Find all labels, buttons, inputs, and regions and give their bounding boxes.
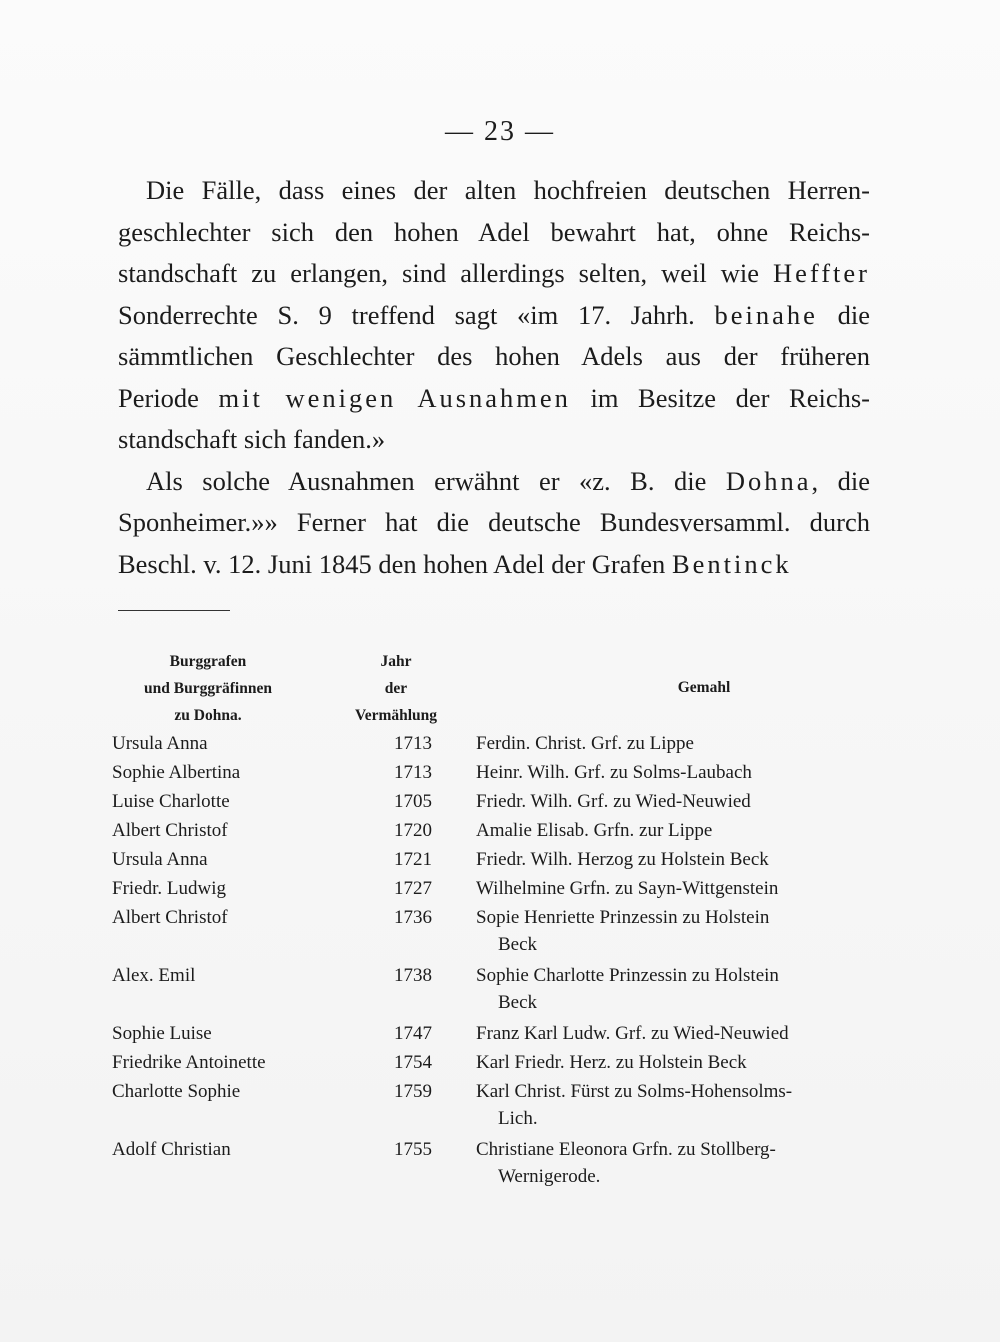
text-line: Sonderrechte S. 9 treffend sagt «im 17. Jahrh. beinahe die: [118, 299, 871, 330]
header-line: Vermählung: [354, 707, 438, 724]
cell-name: Albert Christof: [112, 907, 228, 928]
header-line: der: [384, 680, 408, 697]
spouse-line: Amalie Elisab. Grfn. zur Lippe: [476, 820, 713, 841]
cell-name: Sophie Albertina: [112, 762, 241, 783]
text-line: Als solche Ausnahmen erwähnt er «z. B. die Dohna, die: [146, 465, 870, 496]
page-number: — 23 —: [445, 116, 555, 147]
table-row: [104, 1078, 884, 1132]
table-row: [104, 875, 884, 902]
table-row: [104, 1049, 884, 1076]
text-line: standschaft sich fanden.»: [118, 424, 386, 454]
table-row: [104, 846, 884, 873]
spouse-line: Wilhelmine Grfn. zu Sayn-Wittgenstein: [476, 878, 779, 899]
cell-year: 1736: [394, 907, 432, 928]
paragraph-2: [118, 461, 870, 586]
header-burggrafen: [118, 648, 298, 729]
cell-name: Sophie Luise: [112, 1023, 212, 1044]
paragraph-1: [118, 170, 870, 461]
text-line: Beschl. v. 12. Juni 1845 den hohen Adel der Grafen Bentinck: [118, 548, 792, 579]
header-line: Burggrafen: [169, 653, 247, 670]
table-row: [104, 730, 884, 757]
spaced-emphasis: Bentinck: [671, 548, 792, 579]
text-line: Die Fälle, dass eines der alten hochfreien deutschen Herren-: [146, 175, 870, 205]
cell-year: 1713: [394, 733, 432, 754]
table-header: [104, 648, 884, 730]
cell-spouse: [472, 1049, 872, 1076]
spouse-line: Lich.: [498, 1108, 538, 1129]
body-text: [118, 170, 870, 585]
table-row: [104, 1136, 884, 1190]
text-line: standschaft zu erlangen, sind allerdings selten, weil wie Heffter: [118, 258, 870, 288]
spaced-emphasis: Heffter: [772, 258, 870, 288]
cell-name: Ursula Anna: [112, 849, 208, 870]
cell-spouse: [472, 759, 872, 786]
spaced-emphasis: beinahe: [714, 299, 818, 330]
cell-name: Albert Christof: [112, 820, 228, 841]
cell-year: 1721: [394, 849, 432, 870]
cell-name: Charlotte Sophie: [112, 1081, 241, 1102]
spouse-line: Sopie Henriette Prinzessin zu Holstein: [476, 907, 770, 928]
cell-year: 1754: [394, 1052, 432, 1073]
text-line: Periode mit wenigen Ausnahmen im Besitze der Reichs-: [118, 382, 870, 413]
text-line: geschlechter sich den hohen Adel bewahrt hat, ohne Reichs-: [118, 216, 870, 247]
spouse-line: Christiane Eleonora Grfn. zu Stollberg-: [476, 1139, 776, 1160]
table-row: [104, 788, 884, 815]
cell-spouse: [472, 846, 872, 873]
cell-spouse: [472, 1020, 872, 1047]
cell-year: 1747: [394, 1023, 432, 1044]
table-row: [104, 904, 884, 958]
dohna-marriage-table: [104, 648, 884, 1194]
header-line: zu Dohna.: [174, 707, 242, 724]
cell-name: Alex. Emil: [112, 965, 196, 986]
header-line: Jahr: [380, 653, 412, 670]
cell-name: Adolf Christian: [112, 1139, 231, 1160]
cell-year: 1713: [394, 762, 432, 783]
spaced-emphasis: mit wenigen Ausnahmen: [218, 382, 571, 413]
cell-spouse: [472, 962, 872, 1016]
spaced-emphasis: Dohna: [725, 465, 812, 496]
spouse-line: Franz Karl Ludw. Grf. zu Wied-Neuwied: [476, 1023, 789, 1044]
header-jahr: [336, 648, 456, 729]
table-body: [104, 730, 884, 1190]
cell-spouse: [472, 1136, 872, 1190]
cell-name: Ursula Anna: [112, 733, 208, 754]
cell-spouse: [472, 730, 872, 757]
spouse-line: Friedr. Wilh. Grf. zu Wied-Neuwied: [476, 791, 751, 812]
text-line: Sponheimer.»» Ferner hat die deutsche Bundesversamml. durch: [118, 507, 870, 537]
spouse-line: Ferdin. Christ. Grf. zu Lippe: [476, 733, 694, 754]
cell-name: Friedrike Antoinette: [112, 1052, 266, 1073]
footnote-rule: [118, 610, 230, 611]
cell-spouse: [472, 1078, 872, 1132]
spouse-line: Karl Friedr. Herz. zu Holstein Beck: [476, 1052, 747, 1073]
header-gemahl: Gemahl: [677, 679, 731, 696]
cell-year: 1738: [394, 965, 432, 986]
table-row: [104, 759, 884, 786]
text-line: sämmtlichen Geschlechter des hohen Adels aus der früheren: [118, 341, 870, 371]
cell-spouse: [472, 875, 872, 902]
cell-spouse: [472, 817, 872, 844]
spouse-line: Karl Christ. Fürst zu Solms-Hohensolms-: [476, 1081, 793, 1102]
header-line: und Burggräfinnen: [144, 680, 272, 697]
spouse-line: Wernigerode.: [498, 1166, 601, 1187]
spouse-line: Sophie Charlotte Prinzessin zu Holstein: [476, 965, 779, 986]
cell-year: 1759: [394, 1081, 432, 1102]
cell-year: 1705: [394, 791, 432, 812]
spouse-line: Beck: [498, 992, 538, 1013]
cell-year: 1720: [394, 820, 432, 841]
table-row: [104, 962, 884, 1016]
cell-year: 1755: [394, 1139, 432, 1160]
cell-name: Luise Charlotte: [112, 791, 230, 812]
cell-year: 1727: [394, 878, 432, 899]
table-row: [104, 817, 884, 844]
spouse-line: Beck: [498, 934, 538, 955]
cell-spouse: [472, 788, 872, 815]
spouse-line: Friedr. Wilh. Herzog zu Holstein Beck: [476, 849, 769, 870]
spouse-line: Heinr. Wilh. Grf. zu Solms-Laubach: [476, 762, 752, 783]
cell-spouse: [472, 904, 872, 958]
cell-name: Friedr. Ludwig: [112, 878, 226, 899]
table-row: [104, 1020, 884, 1047]
